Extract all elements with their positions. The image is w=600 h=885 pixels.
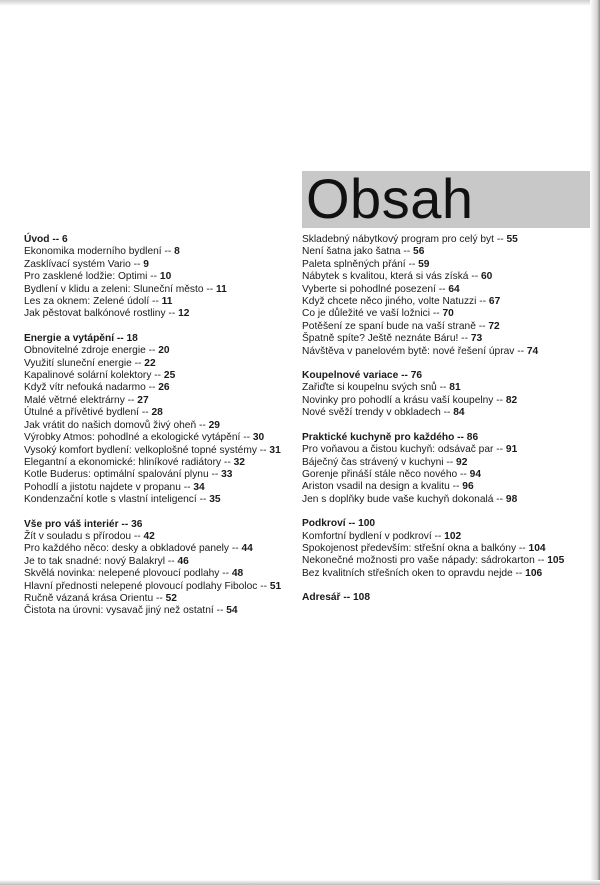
- toc-section: [24, 333, 296, 507]
- page-number: 30: [252, 432, 265, 444]
- entry-separator: --: [211, 469, 219, 481]
- entry-separator: --: [518, 542, 526, 554]
- entry-title: Vysoký komfort bydlení: velkoplošné topné systémy: [24, 444, 257, 456]
- entry-separator: --: [403, 246, 411, 258]
- toc-entry: [24, 568, 296, 580]
- toc-entry: [24, 308, 296, 320]
- entry-separator: --: [408, 258, 416, 270]
- entry-title: Jak pěstovat balkónové rostliny: [24, 308, 166, 320]
- entry-separator: --: [517, 345, 524, 357]
- entry-separator: --: [148, 345, 156, 357]
- entry-title: Jak vrátit do našich domovů živý oheň: [24, 419, 197, 431]
- entry-separator: --: [134, 357, 142, 369]
- page-number: 82: [505, 394, 518, 406]
- toc-entry: [24, 605, 296, 617]
- page-number: 104: [528, 542, 546, 554]
- entry-title: Špatně spíte? Ještě neznáte Báru!: [302, 333, 459, 345]
- page-number: 9: [143, 258, 149, 270]
- page-number: 54: [226, 605, 238, 617]
- entry-title: Skvělá novinka: nelepené plovoucí podlahy: [24, 568, 220, 580]
- entry-title: Ekonomika moderního bydlení: [24, 246, 162, 258]
- toc-entry: [302, 308, 592, 320]
- toc-section-heading: [24, 234, 296, 246]
- section-title: Energie a vytápění: [24, 332, 115, 344]
- section-title: Podkroví: [302, 518, 346, 530]
- entry-title: Návštěva v panelovém bytě: nové řešení úprav: [302, 345, 515, 357]
- page-number: 34: [193, 481, 205, 493]
- entry-separator: --: [471, 271, 479, 283]
- toc-entry: [302, 296, 592, 308]
- page-number: 102: [444, 530, 462, 542]
- entry-title: Paleta splněných přání: [302, 258, 406, 270]
- entry-separator: --: [439, 382, 447, 394]
- entry-separator: --: [206, 283, 214, 295]
- page-number: 25: [163, 370, 176, 382]
- page-number: 106: [525, 567, 543, 579]
- entry-title: Malé větrné elektrárny: [24, 394, 125, 406]
- toc-entry: [24, 358, 296, 370]
- page-number: 44: [241, 543, 253, 555]
- page-number: 52: [165, 592, 177, 604]
- entry-title: Není šatna jako šatna: [302, 246, 401, 258]
- toc-entry: [24, 432, 296, 444]
- entry-separator: --: [152, 296, 159, 308]
- page-number: 86: [466, 431, 479, 443]
- entry-title: Bez kvalitních střešních oken to opravdu nejde: [302, 567, 513, 579]
- page-number: 105: [547, 555, 565, 567]
- entry-separator: --: [199, 494, 207, 506]
- entry-title: Ručně vázaná krása Orientu: [24, 592, 154, 604]
- toc-entry: [302, 333, 592, 345]
- entry-title: Pro zasklené lodžie: Optimi: [24, 271, 148, 283]
- entry-separator: --: [199, 419, 206, 431]
- page-number: 60: [480, 271, 493, 283]
- entry-title: Nábytek s kvalitou, která si vás získá: [302, 271, 469, 283]
- entry-title: Co je důležité ve vaší ložnici: [302, 308, 430, 320]
- page-number: 10: [159, 271, 172, 283]
- entry-title: Kapalinové solární kolektory: [24, 370, 152, 382]
- toc-entry: [302, 259, 592, 271]
- section-title: Praktické kuchyně pro každého: [302, 431, 455, 443]
- page-number: 84: [453, 407, 465, 419]
- entry-title: Gorenje přináší stále něco nového: [302, 468, 458, 480]
- page-number: 73: [470, 333, 483, 345]
- entry-separator: --: [432, 308, 440, 320]
- toc-section: [302, 432, 592, 506]
- toc-section-heading: [302, 518, 592, 530]
- entry-title: Bydlení v klidu a zeleni: Sluneční město: [24, 283, 204, 295]
- page-number: 6: [61, 234, 68, 245]
- entry-separator: --: [164, 246, 172, 258]
- entry-title: Zařiďte si koupelnu svých snů: [302, 382, 437, 394]
- toc-section-heading: [302, 432, 592, 444]
- entry-title: Nové svěží trendy v obkladech: [302, 407, 441, 419]
- entry-separator: --: [515, 567, 523, 579]
- entry-separator: --: [168, 308, 176, 320]
- toc-entry: [24, 284, 296, 296]
- toc-entry: [24, 494, 296, 506]
- toc-entry: [24, 593, 296, 605]
- entry-separator: --: [116, 332, 124, 344]
- entry-separator: --: [443, 407, 451, 419]
- entry-separator: --: [401, 370, 408, 382]
- page-number: 20: [158, 345, 170, 357]
- toc-entry: [24, 271, 296, 283]
- section-title: Adresář: [302, 592, 341, 604]
- toc-entry: [24, 345, 296, 357]
- page-number: 51: [269, 580, 282, 592]
- entry-title: Zasklívací systém Vario: [24, 258, 131, 270]
- toc-section: [24, 234, 296, 321]
- section-title: Úvod: [24, 234, 50, 245]
- toc-entry: [302, 481, 592, 493]
- entry-title: Potěšení ze spaní bude na vaší straně: [302, 320, 476, 332]
- page-number: 33: [221, 469, 233, 481]
- toc-entry: [302, 346, 592, 358]
- page-number: 55: [506, 234, 518, 245]
- entry-separator: --: [537, 555, 545, 567]
- toc-entry: [302, 407, 592, 419]
- entry-title: Útulné a přívětivé bydlení: [24, 407, 139, 419]
- page-number: 91: [505, 444, 518, 456]
- entry-title: Pohodlí a jistotu najdete v propanu: [24, 481, 181, 493]
- entry-title: Spokojenost především: střešní okna a balkóny: [302, 542, 517, 554]
- page-number: 56: [413, 246, 425, 258]
- toc-section: [302, 234, 592, 358]
- toc-section-heading: [24, 519, 296, 531]
- entry-separator: --: [243, 432, 250, 444]
- toc-section-heading: [24, 333, 296, 345]
- toc-section: [24, 519, 296, 618]
- page-number: 67: [488, 296, 501, 308]
- page-number: 64: [448, 283, 460, 295]
- entry-separator: --: [496, 234, 504, 245]
- page-title: Obsah: [306, 167, 474, 230]
- toc-entry: [302, 271, 592, 283]
- toc-section-heading: [302, 370, 592, 382]
- entry-title: Výrobky Atmos: pohodlné a ekologické vytápění: [24, 432, 241, 444]
- page-number: 18: [126, 332, 138, 344]
- entry-separator: --: [479, 296, 487, 308]
- toc-entry: [302, 246, 592, 258]
- entry-title: Báječný čas strávený v kuchyni: [302, 456, 444, 468]
- entry-title: Elegantní a ekonomické: hliníkové radiátory: [24, 456, 222, 468]
- entry-separator: --: [434, 530, 442, 542]
- page-number: 27: [137, 394, 149, 406]
- page-number: 48: [231, 568, 244, 580]
- page-number: 29: [208, 419, 220, 431]
- entry-separator: --: [150, 271, 158, 283]
- page-edge-bottom: [0, 880, 600, 885]
- page-number: 26: [158, 382, 170, 394]
- entry-separator: --: [457, 431, 464, 443]
- toc-entry: [302, 321, 592, 333]
- page-number: 98: [505, 493, 518, 505]
- toc-entry: [302, 395, 592, 407]
- toc-entry: [24, 259, 296, 271]
- page-number: 100: [358, 518, 376, 530]
- page-number: 46: [177, 555, 189, 567]
- page-number: 92: [456, 456, 468, 468]
- page-number: 31: [269, 444, 281, 456]
- entry-separator: --: [460, 468, 467, 480]
- entry-separator: --: [167, 555, 175, 567]
- entry-separator: --: [183, 481, 191, 493]
- section-title: Vše pro váš interiér: [24, 518, 119, 530]
- entry-separator: --: [52, 234, 60, 245]
- toc-entry: [302, 531, 592, 543]
- toc-entry: [24, 445, 296, 457]
- toc-section: [302, 518, 592, 580]
- entry-separator: --: [452, 481, 460, 493]
- entry-separator: --: [154, 370, 162, 382]
- toc-entry: [302, 234, 592, 246]
- entry-title: Ariston vsadil na design a kvalitu: [302, 481, 450, 493]
- entry-separator: --: [223, 456, 231, 468]
- toc-entry: [302, 568, 592, 580]
- toc-section-heading: [302, 592, 592, 604]
- entry-separator: --: [133, 530, 141, 542]
- entry-title: Je to tak snadné: nový Balakryl: [24, 555, 166, 567]
- entry-separator: --: [446, 456, 454, 468]
- toc-entry: [24, 581, 296, 593]
- toc-entry: [24, 556, 296, 568]
- toc-entry: [302, 382, 592, 394]
- entry-title: Obnovitelné zdroje energie: [24, 345, 146, 357]
- entry-title: Pro každého něco: desky a obkladové panely: [24, 543, 230, 555]
- page-number: 76: [410, 370, 423, 382]
- entry-title: Když vítr nefouká nadarmo: [24, 382, 146, 394]
- entry-separator: --: [231, 543, 239, 555]
- entry-separator: --: [141, 407, 149, 419]
- entry-title: Les za oknem: Zelené údolí: [24, 296, 150, 308]
- toc-entry: [24, 457, 296, 469]
- entry-title: Čistota na úrovni: vysavač jiný než ostatní: [24, 605, 214, 617]
- entry-title: Nekonečné možnosti pro vaše nápady: sádrokarton: [302, 555, 535, 567]
- entry-title: Skladebný nábytkový program pro celý byt: [302, 234, 494, 245]
- entry-separator: --: [343, 592, 351, 604]
- entry-title: Pro voňavou a čistou kuchyň: odsávač par: [302, 444, 494, 456]
- entry-separator: --: [155, 592, 163, 604]
- entry-separator: --: [348, 518, 356, 530]
- page-number: 12: [178, 308, 190, 320]
- entry-separator: --: [260, 580, 267, 592]
- entry-separator: --: [478, 320, 486, 332]
- toc-entry: [24, 370, 296, 382]
- toc-entry: [302, 284, 592, 296]
- toc-entry: [24, 420, 296, 432]
- entry-separator: --: [121, 518, 129, 530]
- toc-entry: [302, 543, 592, 555]
- page-number: 70: [442, 308, 454, 320]
- entry-title: Když chcete něco jiného, volte Natuzzi: [302, 296, 477, 308]
- toc-entry: [302, 457, 592, 469]
- entry-separator: --: [496, 493, 504, 505]
- page-number: 81: [449, 382, 461, 394]
- toc-left-column: [24, 234, 296, 630]
- entry-title: Komfortní bydlení v podkroví: [302, 530, 432, 542]
- page-number: 35: [209, 494, 221, 506]
- entry-title: Vyberte si pohodlné posezení: [302, 283, 436, 295]
- entry-title: Hlavní přednosti nelepené plovoucí podlahy Fiboloc: [24, 580, 258, 592]
- page-number: 11: [216, 283, 227, 295]
- entry-separator: --: [148, 382, 156, 394]
- toc-entry: [24, 296, 296, 308]
- entry-separator: --: [127, 394, 135, 406]
- page-number: 96: [462, 481, 474, 493]
- entry-separator: --: [133, 258, 141, 270]
- toc-section: [302, 592, 592, 604]
- toc-entry: [302, 469, 592, 481]
- entry-title: Kondenzační kotle s vlastní inteligencí: [24, 494, 197, 506]
- toc-right-column: [302, 234, 592, 617]
- entry-title: Kotle Buderus: optimální spalování plynu: [24, 469, 209, 481]
- toc-entry: [24, 395, 296, 407]
- toc-entry: [24, 382, 296, 394]
- page-number: 22: [144, 357, 156, 369]
- toc-entry: [24, 469, 296, 481]
- entry-separator: --: [496, 444, 504, 456]
- entry-separator: --: [216, 605, 224, 617]
- page-number: 32: [233, 456, 245, 468]
- page-number: 28: [151, 407, 163, 419]
- page-number: 108: [353, 592, 370, 604]
- toc-entry: [24, 246, 296, 258]
- toc-entry: [302, 494, 592, 506]
- entry-title: Využití sluneční energie: [24, 357, 132, 369]
- page-number: 72: [488, 320, 500, 332]
- toc-entry: [302, 444, 592, 456]
- toc-entry: [302, 555, 592, 567]
- page-number: 74: [526, 345, 539, 357]
- page-number: 36: [131, 518, 143, 530]
- toc-section: [302, 370, 592, 420]
- entry-separator: --: [438, 283, 446, 295]
- toc-entry: [24, 531, 296, 543]
- toc-entry: [24, 543, 296, 555]
- entry-title: Novinky pro pohodlí a krásu vaší koupelny: [302, 394, 494, 406]
- entry-separator: --: [222, 568, 230, 580]
- section-title: Koupelnové variace: [302, 370, 399, 382]
- entry-separator: --: [259, 444, 267, 456]
- page-number: 8: [174, 246, 180, 258]
- page-number: 42: [143, 530, 155, 542]
- page-number: 59: [418, 258, 430, 270]
- toc-entry: [24, 482, 296, 494]
- entry-title: Jen s doplňky bude vaše kuchyň dokonalá: [302, 493, 494, 505]
- toc-entry: [24, 407, 296, 419]
- page-number: 94: [469, 468, 482, 480]
- entry-title: Žít v souladu s přírodou: [24, 530, 132, 542]
- entry-separator: --: [496, 394, 504, 406]
- entry-separator: --: [461, 333, 468, 345]
- page-number: 11: [161, 296, 173, 308]
- page-edge-top: [0, 0, 600, 6]
